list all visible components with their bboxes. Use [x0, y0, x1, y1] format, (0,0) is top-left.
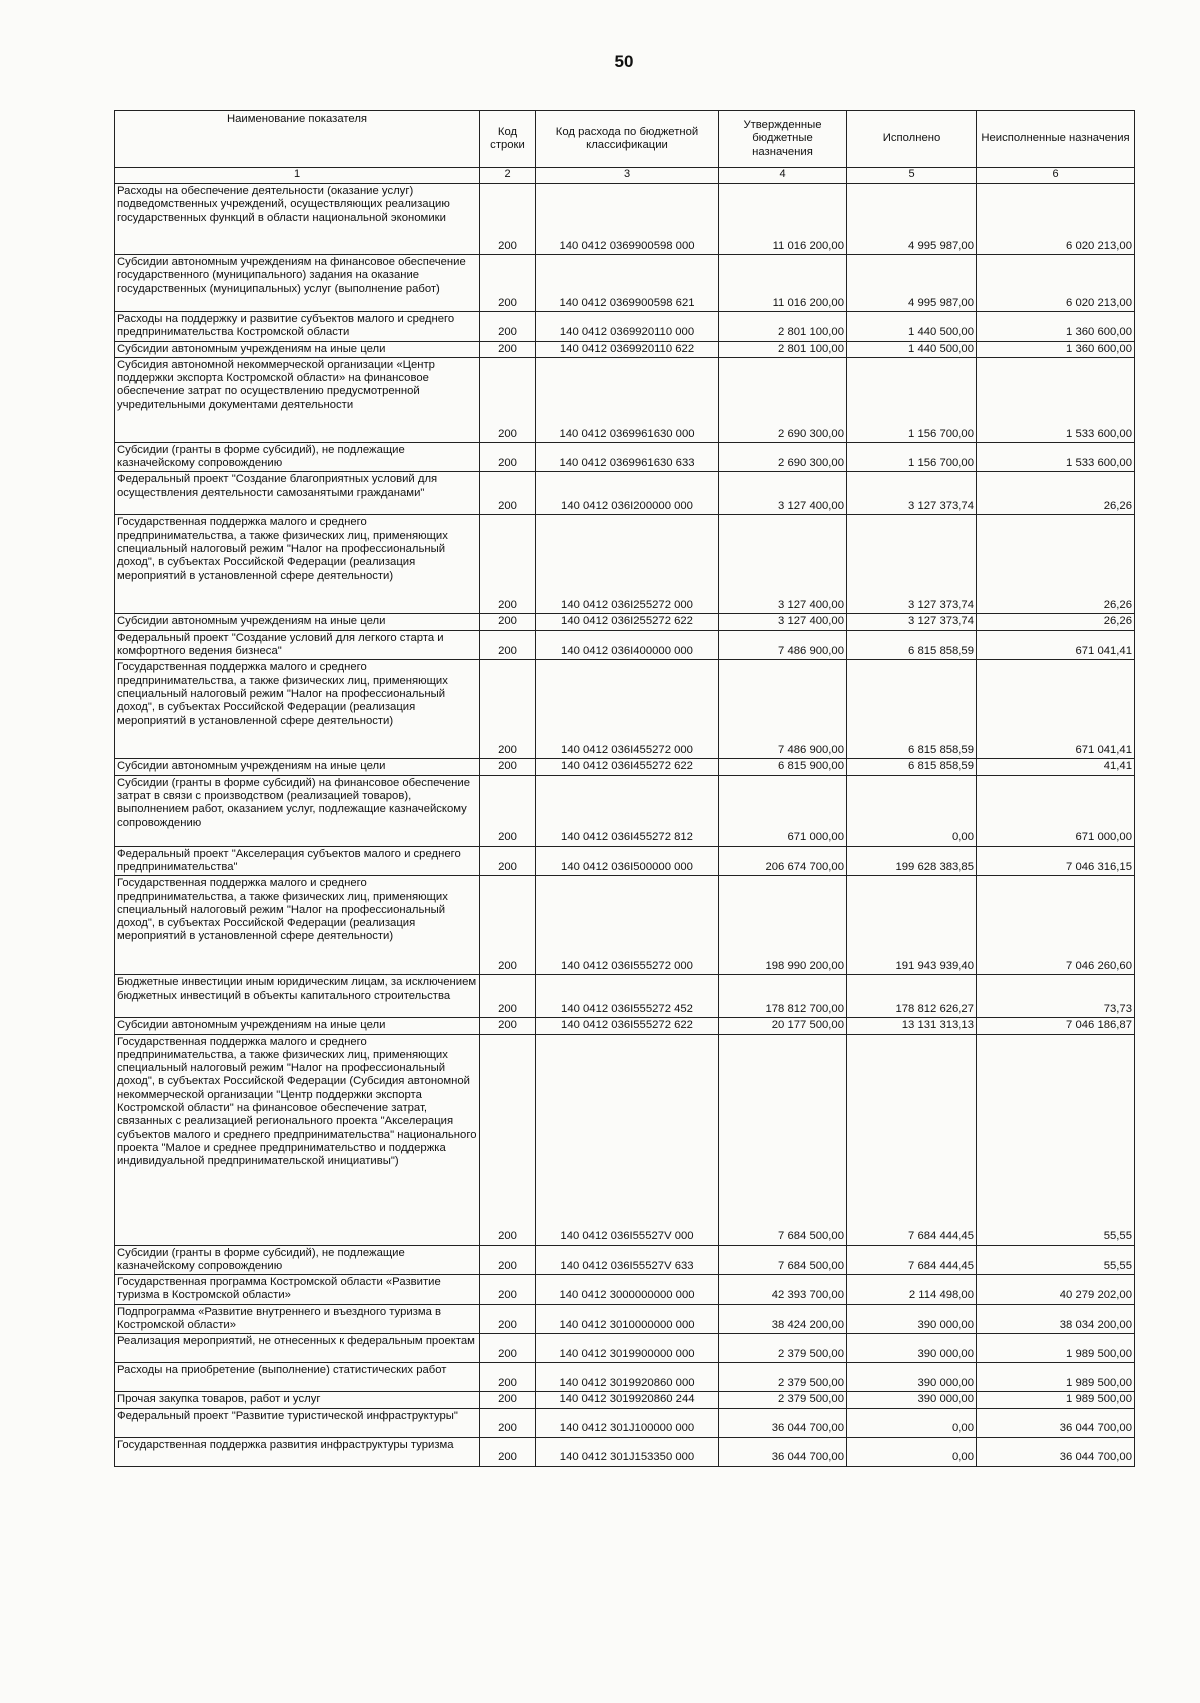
- executed-amount-cell: 3 127 373,74: [847, 472, 977, 515]
- executed-amount-cell: 1 440 500,00: [847, 341, 977, 357]
- table-row: [115, 1304, 1135, 1334]
- approved-amount-cell: 2 690 300,00: [719, 357, 847, 442]
- unexecuted-amount-cell: 40 279 202,00: [977, 1275, 1135, 1305]
- budget-execution-table: [114, 110, 1135, 1467]
- approved-amount-cell: 11 016 200,00: [719, 255, 847, 312]
- executed-amount-cell: 4 995 987,00: [847, 184, 977, 255]
- unexecuted-amount-cell: 7 046 316,15: [977, 846, 1135, 876]
- executed-amount-cell: 7 684 444,45: [847, 1034, 977, 1245]
- table-row: [115, 876, 1135, 975]
- unexecuted-amount-cell: 6 020 213,00: [977, 255, 1135, 312]
- executed-amount-cell: 0,00: [847, 1437, 977, 1466]
- indicator-name-cell: Государственная поддержка малого и среднего предпринимательства, а также физических лиц, применяющих специальный налоговый режим "Налог на профессиональный доход", в субъектах Российской Федерации (реализация мероприятий в установленной сфере деятельности): [115, 660, 480, 759]
- unexecuted-amount-cell: 6 020 213,00: [977, 184, 1135, 255]
- executed-amount-cell: 390 000,00: [847, 1363, 977, 1392]
- line-code-cell: 200: [480, 1275, 536, 1305]
- executed-amount-cell: 6 815 858,59: [847, 660, 977, 759]
- executed-amount-cell: 0,00: [847, 1408, 977, 1437]
- unexecuted-amount-cell: 1 533 600,00: [977, 357, 1135, 442]
- classification-code-cell: 140 0412 0369920110 000: [536, 312, 719, 342]
- indicator-name-cell: Подпрограмма «Развитие внутреннего и въездного туризма в Костромской области»: [115, 1304, 480, 1334]
- line-code-cell: 200: [480, 255, 536, 312]
- classification-code-cell: 140 0412 3000000000 000: [536, 1275, 719, 1305]
- approved-amount-cell: 38 424 200,00: [719, 1304, 847, 1334]
- header-line-code: Код строки: [480, 111, 536, 168]
- unexecuted-amount-cell: 55,55: [977, 1245, 1135, 1275]
- table-row: [115, 255, 1135, 312]
- unexecuted-amount-cell: 1 989 500,00: [977, 1363, 1135, 1392]
- indicator-name-cell: Федеральный проект "Развитие туристической инфраструктуры": [115, 1408, 480, 1437]
- approved-amount-cell: 36 044 700,00: [719, 1408, 847, 1437]
- classification-code-cell: 140 0412 301J153350 000: [536, 1437, 719, 1466]
- classification-code-cell: 140 0412 0369961630 000: [536, 357, 719, 442]
- table-row: [115, 614, 1135, 630]
- classification-code-cell: 140 0412 0369900598 000: [536, 184, 719, 255]
- table-row: [115, 775, 1135, 846]
- approved-amount-cell: 7 684 500,00: [719, 1034, 847, 1245]
- classification-code-cell: 140 0412 3019920860 000: [536, 1363, 719, 1392]
- approved-amount-cell: 3 127 400,00: [719, 515, 847, 614]
- executed-amount-cell: 390 000,00: [847, 1392, 977, 1408]
- classification-code-cell: 140 0412 036I455272 812: [536, 775, 719, 846]
- table-row: [115, 846, 1135, 876]
- page-number: 50: [614, 52, 634, 71]
- executed-amount-cell: 3 127 373,74: [847, 515, 977, 614]
- line-code-cell: 200: [480, 515, 536, 614]
- header-indicator-name: Наименование показателя: [115, 111, 480, 168]
- unexecuted-amount-cell: 671 041,41: [977, 630, 1135, 660]
- indicator-name-cell: Бюджетные инвестиции иным юридическим лицам, за исключением бюджетных инвестиций в объекты капитального строительства: [115, 975, 480, 1018]
- unexecuted-amount-cell: 7 046 186,87: [977, 1018, 1135, 1034]
- classification-code-cell: 140 0412 036I55527V 000: [536, 1034, 719, 1245]
- executed-amount-cell: 191 943 939,40: [847, 876, 977, 975]
- classification-code-cell: 140 0412 036I500000 000: [536, 846, 719, 876]
- executed-amount-cell: 3 127 373,74: [847, 614, 977, 630]
- line-code-cell: 200: [480, 1334, 536, 1363]
- line-code-cell: 200: [480, 1408, 536, 1437]
- table-row: [115, 1408, 1135, 1437]
- indicator-name-cell: Государственная поддержка малого и среднего предпринимательства, а также физических лиц, применяющих специальный налоговый режим "Налог на профессиональный доход", в субъектах Российской Федерации (Субсидия автономной некоммерческой организации "Центр поддержки экспорта Костромской области" на финансовое обеспечение затрат, связанных с реализацией регионального проекта "Акселерация субъектов малого и среднего предпринимательства" национального проекта "Малое и среднее предпринимательство и поддержка индивидуальной предпринимательской инициативы"): [115, 1034, 480, 1245]
- indicator-name-cell: Субсидии автономным учреждениям на иные цели: [115, 341, 480, 357]
- approved-amount-cell: 7 684 500,00: [719, 1245, 847, 1275]
- classification-code-cell: 140 0412 036I455272 622: [536, 759, 719, 775]
- approved-amount-cell: 671 000,00: [719, 775, 847, 846]
- column-number: 1: [115, 168, 480, 184]
- line-code-cell: 200: [480, 846, 536, 876]
- column-number: 4: [719, 168, 847, 184]
- executed-amount-cell: 6 815 858,59: [847, 759, 977, 775]
- indicator-name-cell: Субсидии (гранты в форме субсидий), не подлежащие казначейскому сопровождению: [115, 1245, 480, 1275]
- line-code-cell: 200: [480, 312, 536, 342]
- header-classification-code: Код расхода по бюджетной классификации: [536, 111, 719, 168]
- indicator-name-cell: Реализация мероприятий, не отнесенных к федеральным проектам: [115, 1334, 480, 1363]
- line-code-cell: 200: [480, 759, 536, 775]
- indicator-name-cell: Федеральный проект "Акселерация субъектов малого и среднего предпринимательства": [115, 846, 480, 876]
- indicator-name-cell: Субсидии (гранты в форме субсидий), не подлежащие казначейскому сопровождению: [115, 442, 480, 472]
- table-row: [115, 472, 1135, 515]
- table-row: [115, 1392, 1135, 1408]
- indicator-name-cell: Государственная программа Костромской области «Развитие туризма в Костромской области»: [115, 1275, 480, 1305]
- indicator-name-cell: Субсидии автономным учреждениям на иные цели: [115, 1018, 480, 1034]
- executed-amount-cell: 390 000,00: [847, 1304, 977, 1334]
- executed-amount-cell: 2 114 498,00: [847, 1275, 977, 1305]
- table-row: [115, 630, 1135, 660]
- executed-amount-cell: 0,00: [847, 775, 977, 846]
- approved-amount-cell: 20 177 500,00: [719, 1018, 847, 1034]
- indicator-name-cell: Субсидии (гранты в форме субсидий) на финансовое обеспечение затрат в связи с производством (реализацией товаров), выполнением работ, оказанием услуг, подлежащие казначейскому сопровождению: [115, 775, 480, 846]
- table-row: [115, 660, 1135, 759]
- table-row: [115, 442, 1135, 472]
- unexecuted-amount-cell: 26,26: [977, 472, 1135, 515]
- column-number: 5: [847, 168, 977, 184]
- approved-amount-cell: 3 127 400,00: [719, 614, 847, 630]
- unexecuted-amount-cell: 73,73: [977, 975, 1135, 1018]
- unexecuted-amount-cell: 26,26: [977, 515, 1135, 614]
- line-code-cell: 200: [480, 1363, 536, 1392]
- approved-amount-cell: 2 801 100,00: [719, 312, 847, 342]
- unexecuted-amount-cell: 671 000,00: [977, 775, 1135, 846]
- unexecuted-amount-cell: 26,26: [977, 614, 1135, 630]
- table-row: [115, 357, 1135, 442]
- approved-amount-cell: 36 044 700,00: [719, 1437, 847, 1466]
- unexecuted-amount-cell: 1 989 500,00: [977, 1334, 1135, 1363]
- table-row: [115, 975, 1135, 1018]
- executed-amount-cell: 4 995 987,00: [847, 255, 977, 312]
- executed-amount-cell: 1 156 700,00: [847, 442, 977, 472]
- line-code-cell: 200: [480, 184, 536, 255]
- approved-amount-cell: 42 393 700,00: [719, 1275, 847, 1305]
- line-code-cell: 200: [480, 1018, 536, 1034]
- approved-amount-cell: 198 990 200,00: [719, 876, 847, 975]
- line-code-cell: 200: [480, 975, 536, 1018]
- approved-amount-cell: 2 690 300,00: [719, 442, 847, 472]
- approved-amount-cell: 3 127 400,00: [719, 472, 847, 515]
- line-code-cell: 200: [480, 775, 536, 846]
- unexecuted-amount-cell: 41,41: [977, 759, 1135, 775]
- table-row: [115, 1437, 1135, 1466]
- indicator-name-cell: Государственная поддержка малого и среднего предпринимательства, а также физических лиц, применяющих специальный налоговый режим "Налог на профессиональный доход", в субъектах Российской Федерации (реализация мероприятий в установленной сфере деятельности): [115, 515, 480, 614]
- indicator-name-cell: Субсидия автономной некоммерческой организации «Центр поддержки экспорта Костромской области» на финансовое обеспечение затрат по осуществлению предусмотренной учредительными документами деятельности: [115, 357, 480, 442]
- column-number: 2: [480, 168, 536, 184]
- approved-amount-cell: 178 812 700,00: [719, 975, 847, 1018]
- approved-amount-cell: 2 801 100,00: [719, 341, 847, 357]
- executed-amount-cell: 390 000,00: [847, 1334, 977, 1363]
- line-code-cell: 200: [480, 1245, 536, 1275]
- line-code-cell: 200: [480, 1034, 536, 1245]
- indicator-name-cell: Субсидии автономным учреждениям на финансовое обеспечение государственного (муниципального) задания на оказание государственных (муниципальных) услуг (выполнение работ): [115, 255, 480, 312]
- line-code-cell: 200: [480, 630, 536, 660]
- executed-amount-cell: 7 684 444,45: [847, 1245, 977, 1275]
- column-number: 3: [536, 168, 719, 184]
- approved-amount-cell: 7 486 900,00: [719, 630, 847, 660]
- line-code-cell: 200: [480, 1437, 536, 1466]
- unexecuted-amount-cell: 671 041,41: [977, 660, 1135, 759]
- unexecuted-amount-cell: 7 046 260,60: [977, 876, 1135, 975]
- executed-amount-cell: 178 812 626,27: [847, 975, 977, 1018]
- line-code-cell: 200: [480, 442, 536, 472]
- unexecuted-amount-cell: 55,55: [977, 1034, 1135, 1245]
- classification-code-cell: 140 0412 3019920860 244: [536, 1392, 719, 1408]
- indicator-name-cell: Субсидии автономным учреждениям на иные цели: [115, 759, 480, 775]
- table-body: [115, 184, 1135, 1467]
- unexecuted-amount-cell: 1 360 600,00: [977, 312, 1135, 342]
- classification-code-cell: 140 0412 3010000000 000: [536, 1304, 719, 1334]
- classification-code-cell: 140 0412 036I455272 000: [536, 660, 719, 759]
- unexecuted-amount-cell: 1 360 600,00: [977, 341, 1135, 357]
- executed-amount-cell: 1 156 700,00: [847, 357, 977, 442]
- classification-code-cell: 140 0412 0369961630 633: [536, 442, 719, 472]
- approved-amount-cell: 11 016 200,00: [719, 184, 847, 255]
- approved-amount-cell: 6 815 900,00: [719, 759, 847, 775]
- column-number: 6: [977, 168, 1135, 184]
- line-code-cell: 200: [480, 1304, 536, 1334]
- table-row: [115, 1245, 1135, 1275]
- executed-amount-cell: 1 440 500,00: [847, 312, 977, 342]
- table-row: [115, 341, 1135, 357]
- table-row: [115, 1275, 1135, 1305]
- line-code-cell: 200: [480, 876, 536, 975]
- executed-amount-cell: 6 815 858,59: [847, 630, 977, 660]
- classification-code-cell: 140 0412 0369920110 622: [536, 341, 719, 357]
- classification-code-cell: 140 0412 036I55527V 633: [536, 1245, 719, 1275]
- classification-code-cell: 140 0412 3019900000 000: [536, 1334, 719, 1363]
- indicator-name-cell: Федеральный проект "Создание условий для легкого старта и комфортного ведения бизнеса": [115, 630, 480, 660]
- table-row: [115, 184, 1135, 255]
- approved-amount-cell: 7 486 900,00: [719, 660, 847, 759]
- indicator-name-cell: Государственная поддержка развития инфраструктуры туризма: [115, 1437, 480, 1466]
- line-code-cell: 200: [480, 1392, 536, 1408]
- classification-code-cell: 140 0412 036I400000 000: [536, 630, 719, 660]
- header-unexecuted: Неисполненные назначения: [977, 111, 1135, 168]
- approved-amount-cell: 2 379 500,00: [719, 1392, 847, 1408]
- table-row: [115, 759, 1135, 775]
- indicator-name-cell: Расходы на обеспечение деятельности (оказание услуг) подведомственных учреждений, осуществляющих реализацию государственных функций в области национальной экономики: [115, 184, 480, 255]
- executed-amount-cell: 199 628 383,85: [847, 846, 977, 876]
- classification-code-cell: 140 0412 0369900598 621: [536, 255, 719, 312]
- header-executed: Исполнено: [847, 111, 977, 168]
- header-approved: Утвержденные бюджетные назначения: [719, 111, 847, 168]
- table-row: [115, 1018, 1135, 1034]
- classification-code-cell: 140 0412 301J100000 000: [536, 1408, 719, 1437]
- indicator-name-cell: Государственная поддержка малого и среднего предпринимательства, а также физических лиц, применяющих специальный налоговый режим "Налог на профессиональный доход", в субъектах Российской Федерации (реализация мероприятий в установленной сфере деятельности): [115, 876, 480, 975]
- unexecuted-amount-cell: 36 044 700,00: [977, 1437, 1135, 1466]
- indicator-name-cell: Прочая закупка товаров, работ и услуг: [115, 1392, 480, 1408]
- indicator-name-cell: Федеральный проект "Создание благоприятных условий для осуществления деятельности самозанятыми гражданами": [115, 472, 480, 515]
- unexecuted-amount-cell: 36 044 700,00: [977, 1408, 1135, 1437]
- approved-amount-cell: 2 379 500,00: [719, 1334, 847, 1363]
- classification-code-cell: 140 0412 036I555272 000: [536, 876, 719, 975]
- classification-code-cell: 140 0412 036I555272 622: [536, 1018, 719, 1034]
- table-row: [115, 312, 1135, 342]
- indicator-name-cell: Субсидии автономным учреждениям на иные цели: [115, 614, 480, 630]
- approved-amount-cell: 206 674 700,00: [719, 846, 847, 876]
- line-code-cell: 200: [480, 660, 536, 759]
- approved-amount-cell: 2 379 500,00: [719, 1363, 847, 1392]
- classification-code-cell: 140 0412 036I255272 000: [536, 515, 719, 614]
- table-row: [115, 1363, 1135, 1392]
- table-header-row: [115, 111, 1135, 168]
- table-row: [115, 1034, 1135, 1245]
- line-code-cell: 200: [480, 341, 536, 357]
- table-row: [115, 515, 1135, 614]
- indicator-name-cell: Расходы на поддержку и развитие субъектов малого и среднего предпринимательства Костромской области: [115, 312, 480, 342]
- unexecuted-amount-cell: 1 989 500,00: [977, 1392, 1135, 1408]
- executed-amount-cell: 13 131 313,13: [847, 1018, 977, 1034]
- classification-code-cell: 140 0412 036I255272 622: [536, 614, 719, 630]
- column-number-row: [115, 168, 1135, 184]
- line-code-cell: 200: [480, 472, 536, 515]
- classification-code-cell: 140 0412 036I555272 452: [536, 975, 719, 1018]
- unexecuted-amount-cell: 38 034 200,00: [977, 1304, 1135, 1334]
- table-row: [115, 1334, 1135, 1363]
- indicator-name-cell: Расходы на приобретение (выполнение) статистических работ: [115, 1363, 480, 1392]
- line-code-cell: 200: [480, 614, 536, 630]
- classification-code-cell: 140 0412 036I200000 000: [536, 472, 719, 515]
- line-code-cell: 200: [480, 357, 536, 442]
- unexecuted-amount-cell: 1 533 600,00: [977, 442, 1135, 472]
